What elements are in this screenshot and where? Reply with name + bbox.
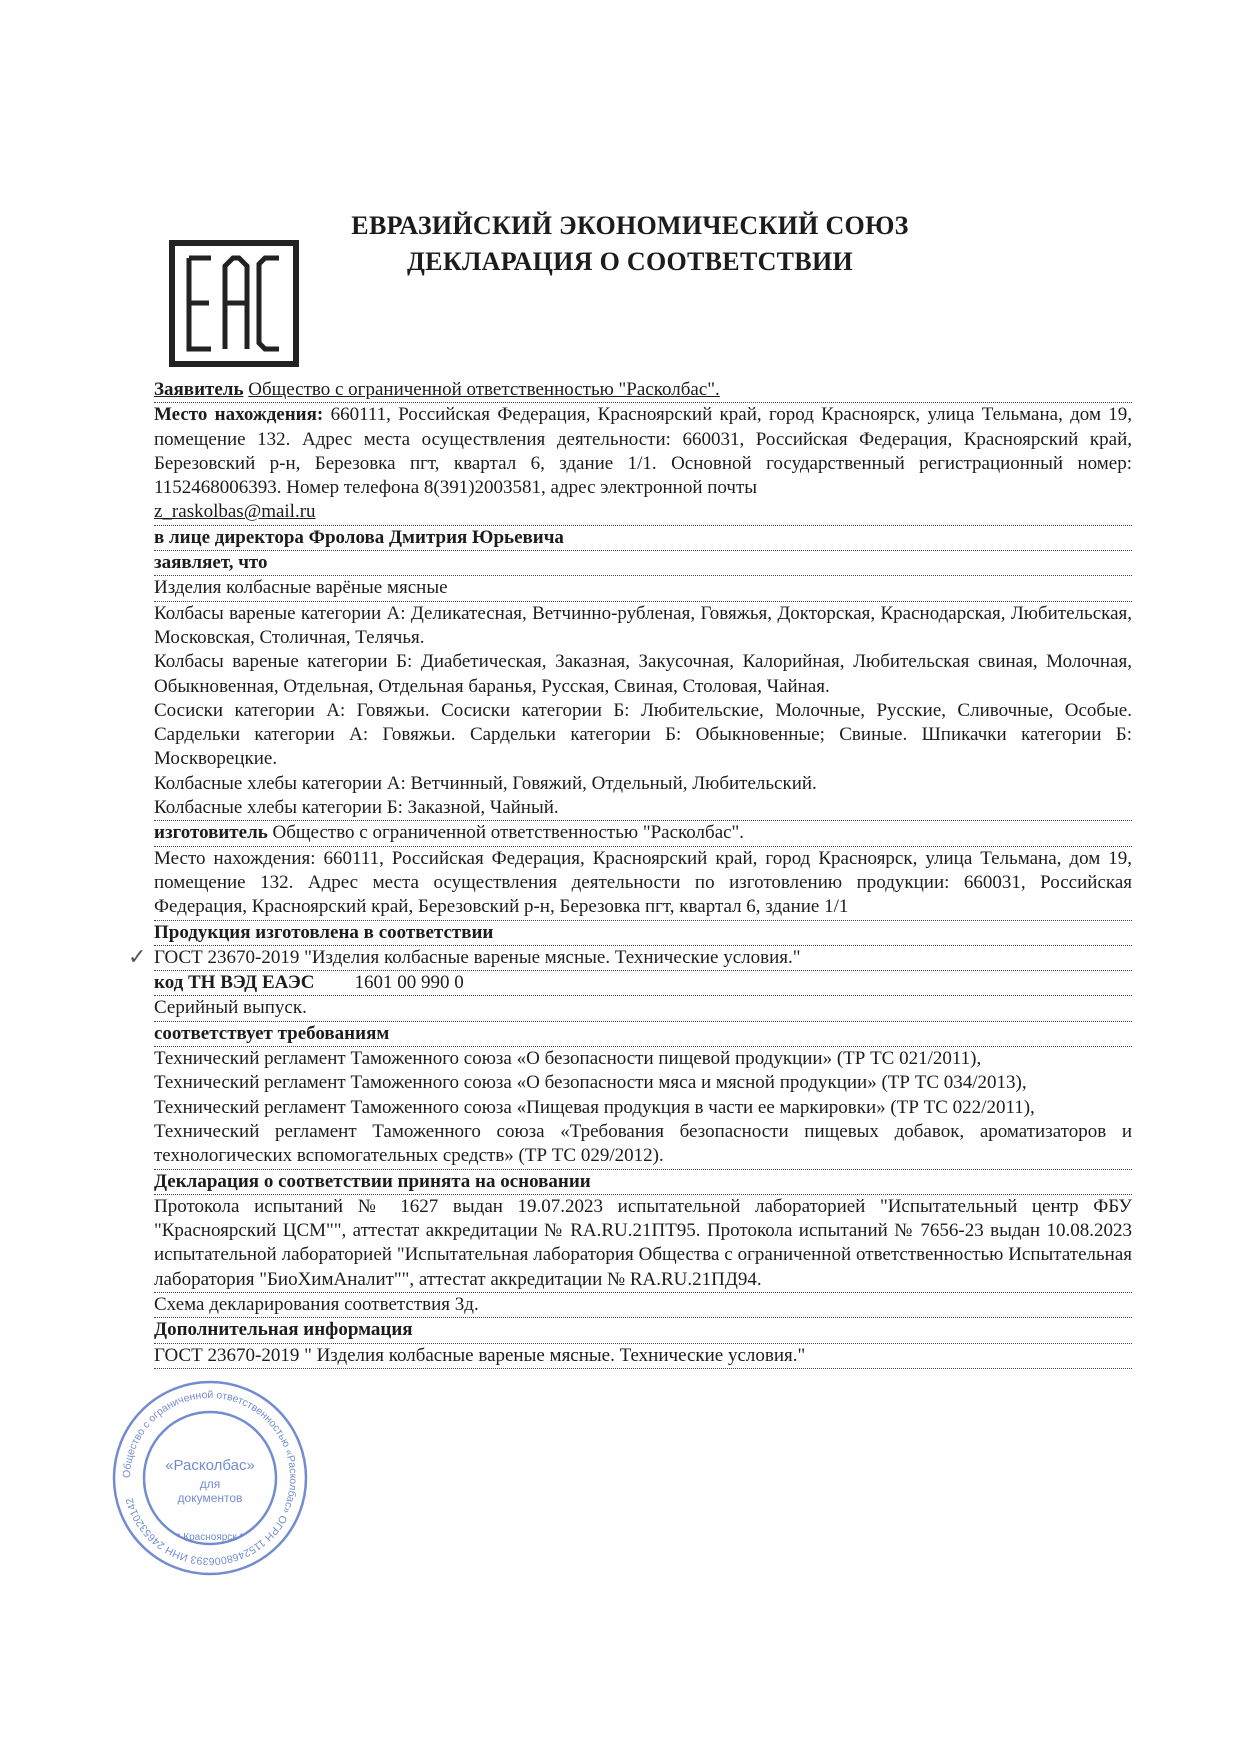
stamp-line2: для	[199, 1477, 221, 1491]
tnved-row: код ТН ВЭД ЕАЭС 1601 00 990 0	[154, 971, 1132, 996]
stamp-name: «Расколбас»	[165, 1457, 255, 1474]
document-header	[330, 208, 930, 280]
product-line-last: Колбасные хлебы категории Б: Заказной, Чайный.	[154, 796, 1132, 821]
stamp-city: * Красноярск *	[176, 1532, 244, 1543]
basis-label: Декларация о соответствии принята на основании	[154, 1170, 1132, 1195]
product-line: Колбасные хлебы категории А: Ветчинный, Говяжий, Отдельный, Любительский.	[154, 772, 817, 794]
applicant-row: Заявитель Общество с ограниченной ответственностью "Расколбас".	[154, 378, 1132, 403]
additional-label: Дополнительная информация	[154, 1318, 1132, 1343]
product-line: Колбасы вареные категории Б: Диабетическая, Заказная, Закусочная, Калорийная, Любительская свиная, Молочная, Обыкновенная, Отдельная, Отдельная баранья, Русская, Свиная, Столовая, Чайная.	[154, 651, 1132, 697]
manufacturer-row: изготовитель Общество с ограниченной ответственностью "Расколбас".	[154, 821, 1132, 846]
requirements-label: соответствует требованиям	[154, 1022, 1132, 1047]
scheme-text: Схема декларирования соответствия 3д.	[154, 1293, 1132, 1318]
declares-label: заявляет, что	[154, 551, 1132, 576]
applicant-location: Место нахождения: 660111, Российская Федерация, Красноярский край, город Красноярск, улица Тельмана, дом 19, помещение 132. Адрес места осуществления деятельности: 660031, Российская Федерация, Красноярский край, Березовский р-н, Березовка пгт, квартал 6, здание 1/1. Основной государственный регистрационный номер: 1152468006393. Номер телефона 8(391)2003581, адрес электронной почты	[154, 404, 1133, 499]
additional-text: ГОСТ 23670-2019 " Изделия колбасные вареные мясные. Технические условия."	[154, 1344, 1132, 1369]
stamp-outer-text: Общество с ограниченной ответственностью «Расколбас» ОГРН 1152468006393 ИНН 2465320142	[120, 1388, 300, 1568]
declaration-title: ДЕКЛАРАЦИЯ О СООТВЕТСТВИИ	[406, 247, 853, 276]
requirement-item: Технический регламент Таможенного союза «О безопасности мяса и мясной продукции» (ТР ТС 034/2013),	[154, 1072, 1027, 1094]
serial-text: Серийный выпуск.	[154, 996, 1132, 1021]
declaration-body	[154, 378, 1132, 1369]
union-title: ЕВРАЗИЙСКИЙ ЭКОНОМИЧЕСКИЙ СОЮЗ	[351, 211, 909, 240]
requirement-item: Технический регламент Таможенного союза «Требования безопасности пищевых добавок, ароматизаторов и технологических вспомогательных средств» (ТР ТС 029/2012).	[154, 1120, 1132, 1170]
applicant-email: z_raskolbas@mail.ru	[154, 500, 1132, 525]
product-title: Изделия колбасные варёные мясные	[154, 576, 1132, 601]
company-stamp	[110, 1378, 310, 1578]
stamp-line3: документов	[177, 1491, 243, 1505]
requirement-item: Технический регламент Таможенного союза «О безопасности пищевой продукции» (ТР ТС 021/2011),	[154, 1048, 982, 1070]
production-label: Продукция изготовлена в соответствии	[154, 921, 1132, 946]
production-standard: ГОСТ 23670-2019 "Изделия колбасные вареные мясные. Технические условия."	[154, 946, 1132, 971]
product-line: Колбасы вареные категории А: Деликатесная, Ветчинно-рубленая, Говяжья, Докторская, Краснодарская, Любительская, Московская, Столичная, Телячья.	[154, 602, 1132, 648]
check-mark-icon: ✓	[128, 944, 147, 969]
requirement-item: Технический регламент Таможенного союза «Пищевая продукция в части ее маркировки» (ТР ТС 022/2011),	[154, 1096, 1035, 1118]
eac-mark-icon	[175, 246, 293, 361]
eac-logo	[169, 240, 299, 367]
representative: в лице директора Фролова Дмитрия Юрьевича	[154, 526, 1132, 551]
basis-text: Протокола испытаний № 1627 выдан 19.07.2023 испытательной лабораторией "Испытательный центр ФБУ "Красноярский ЦСМ"", аттестат аккредитации № RA.RU.21ПТ95. Протокола испытаний № 7656-23 выдан 10.08.2023 испытательной лабораторией "Испытательная лаборатория Общества с ограниченной ответственностью Испытательная лаборатория "БиоХимАналит"", аттестат аккредитации № RA.RU.21ПД94.	[154, 1195, 1132, 1293]
manufacturer-address: Место нахождения: 660111, Российская Федерация, Красноярский край, город Красноярск, улица Тельмана, дом 19, помещение 132. Адрес места осуществления деятельности по изготовлению продукции: 660031, Российская Федерация, Красноярский край, Березовский р-н, Березовка пгт, квартал 6, здание 1/1	[154, 847, 1132, 921]
product-line: Сосиски категории А: Говяжьи. Сосиски категории Б: Любительские, Молочные, Русские, Сливочные, Особые. Сардельки категории А: Говяжьи. Сардельки категории Б: Обыкновенные; Свиные. Шпикачки категории Б: Москворецкие.	[154, 699, 1132, 770]
